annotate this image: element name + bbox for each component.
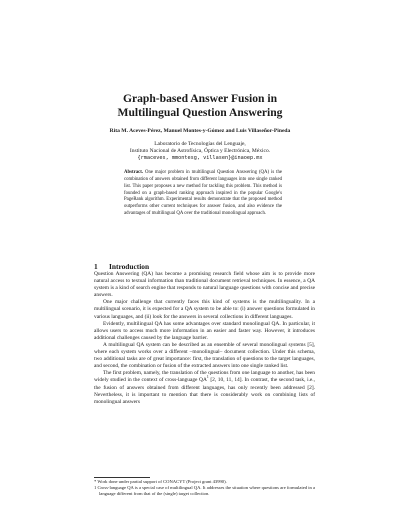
body-paragraph-text: [2, 10, 11, 14]. In contrast, the second task, i.e., the fusion of answers obtained from different languages, has only recently been addressed [2]. Nevertheless, it is important to mention that there is considerably work on combining lists of monolingual answers [94, 377, 316, 405]
body-paragraph: One major challenge that currently faces this kind of systems is the multilinguality. In a multilingual scenario, it is expected for a QA system to be able to: (i) answer questions formulated in various languages, and (ii) look for the answers in several collections in different languages. [94, 299, 315, 320]
abstract [124, 170, 282, 218]
paper-title-line-2: Multilingual Question Answering [117, 106, 283, 119]
paper-title-line-1: Graph-based Answer Fusion in [122, 92, 278, 105]
abstract-label: Abstract. [124, 170, 144, 175]
footnotes [94, 479, 315, 497]
body-paragraph [94, 370, 315, 405]
section-heading [94, 262, 149, 271]
body-paragraph: Question Answering (QA) has become a promising research field whose aim is to provide more natural access to textual information than traditional document retrieval techniques. In essence, a QA system is a kind of search engine that responds to natural language questions with concise and precise answers. [94, 271, 315, 299]
footnote-marker: 1 [206, 375, 209, 380]
section-title: Introduction [109, 262, 150, 271]
body-paragraph-text: The first problem, namely, the translation of the questions from one language to another, has been widely studied in the context of cross-language QA [94, 370, 315, 384]
body-paragraph: A multilingual QA system can be described as an ensemble of several monolingual systems [5], where each system works over a different –monolingual– document collection. Under this schema, two additional tasks are of great importance: first, the translation of questions to the target languages, and second, the combination or fusion of the extracted answers into one single ranked list. [94, 341, 315, 370]
affiliation-lab: Laboratorio de Tecnologías del Lenguaje, [154, 141, 246, 147]
body-paragraph: Evidently, multilingual QA has some advantages over standard monolingual QA. In particular, it allows users to access much more information in an easier and faster way. However, it introduces additional challenges caused by the language barrier. [94, 320, 315, 341]
affiliation-institute: Instituto Nacional de Astrofísica, Óptica y Electrónica, México. [129, 148, 271, 154]
abstract-text: One major problem in multilingual Question Answering (QA) is the combination of answers obtained from different languages into one single ranked list. This paper proposes a new method for tackling this problem. This method is founded on a graph-based ranking approach inspired in the popular Google's PageRank algorithm. Experimental results demonstrate that the proposed method outperforms other current techniques for answer fusion, and also evidence the advantages of multilingual QA over the traditional monolingual approach. [124, 170, 282, 217]
section-body [94, 271, 315, 406]
footnote-crosslanguage: 1 Cross-language QA is a special case of multilingual QA. It addresses the situation where questions are formulated in a language different from that of the (single) target collection. [94, 484, 315, 496]
footnote-rule [94, 477, 150, 478]
section-number: 1 [94, 262, 98, 271]
author-emails: {rmaceves, mmontesg, villasen}@inaoep.mx [137, 155, 263, 161]
footnote-funding: * Work done under partial support of CONACYT (Project grant 43990). [94, 479, 227, 484]
author-list: Rita M. Aceves-Pérez, Manuel Montes-y-Gómez and Luis Villaseñor-Pineda [109, 128, 291, 134]
